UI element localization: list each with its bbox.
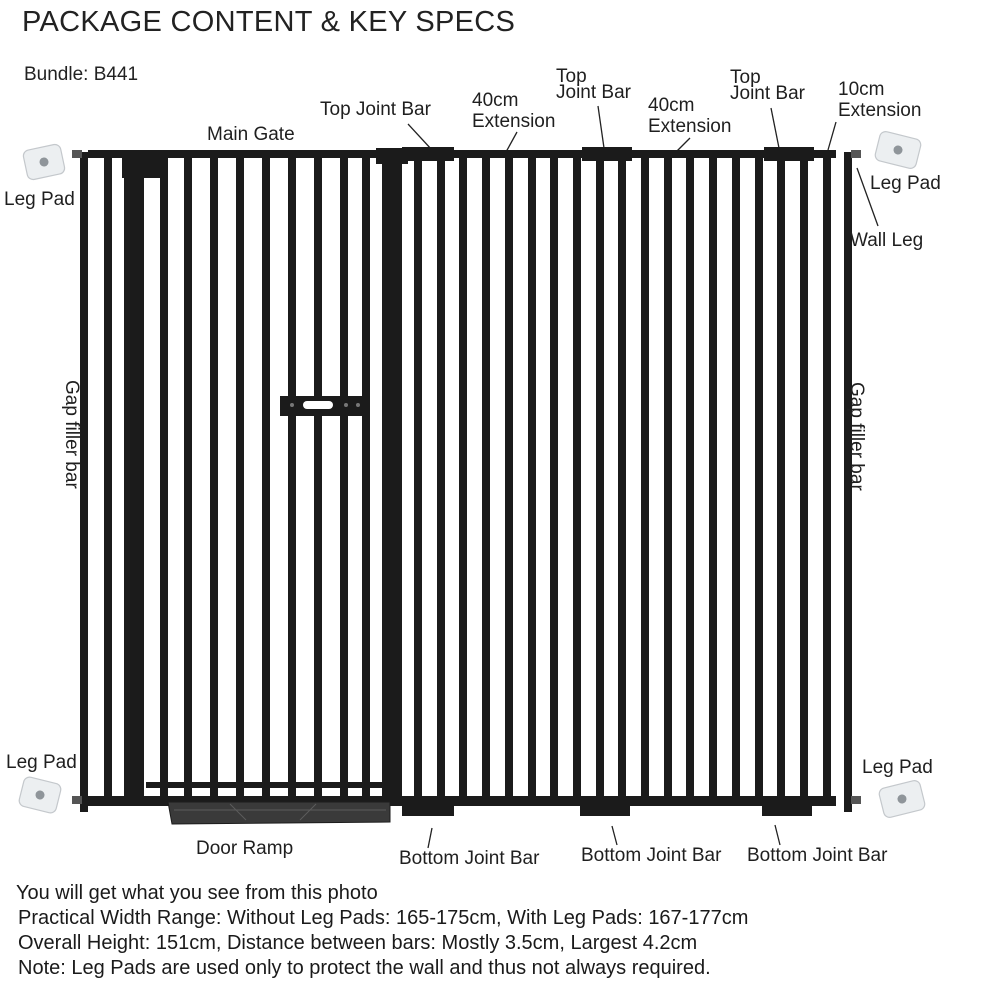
bottom-joint-bar-3 [762,800,812,816]
extension-bar [573,158,581,798]
note-line-4: Note: Leg Pads are used only to protect the wall and thus not always required. [18,957,711,979]
extension-bar [459,158,467,798]
leader-bottom-3 [775,825,780,845]
door-top-frame [146,150,382,156]
latch-handle [280,396,369,416]
leader-top-joint-bar-2 [598,106,604,148]
leader-top-joint-bar [408,124,432,150]
leg-pad-top-left [22,143,65,180]
extension-bar [482,158,490,798]
hinge-post [124,152,144,802]
extension-bar [550,158,558,798]
label-leg-pad-bottom-right: Leg Pad [862,757,933,778]
label-leg-pad-bottom-left: Leg Pad [6,752,77,773]
extension-bar [437,158,445,798]
top-joint-bar-1 [402,147,454,161]
leg-bolt [72,150,82,158]
label-top-joint-bar-2: Top Joint Bar [556,66,631,103]
extension-bar [505,158,513,798]
gate-bar [362,156,370,796]
leg-pad-bottom-right [878,779,926,818]
bottom-joint-bar-1 [402,800,454,816]
gate-bar [104,156,112,796]
extension-bar [755,158,763,798]
gate-bar [340,156,348,796]
extension-bar [618,158,626,798]
note-line-2: Practical Width Range: Without Leg Pads: 165-175cm, With Leg Pads: 167-177cm [18,907,749,929]
gate-bar [160,156,168,796]
label-bottom-joint-bar-1: Bottom Joint Bar [399,848,540,869]
gate-bar [236,156,244,796]
leg-bolt [72,796,82,804]
leg-pad-top-right [874,130,922,169]
bundle-label: Bundle: B441 [24,64,139,85]
leg-bolt [851,150,861,158]
extension-bar [777,158,785,798]
label-bottom-joint-bar-3: Bottom Joint Bar [747,845,888,866]
label-bottom-joint-bar-2: Bottom Joint Bar [581,845,722,866]
note-line-1: You will get what you see from this photo [16,882,378,904]
extension-bar [732,158,740,798]
leader-ext40-2 [676,138,690,152]
extension-bar [596,158,604,798]
bottom-joint-bar-2 [580,800,630,816]
extension-bar [686,158,694,798]
label-wall-leg: Wall Leg [850,230,924,251]
gate-bar [184,156,192,796]
label-leg-pad-top-right: Leg Pad [870,173,941,194]
label-top-joint-bar-3: Top Joint Bar [730,67,805,104]
leader-ext10 [828,122,836,150]
label-gap-filler-right: Gap filler bar [846,382,867,491]
leg-pad-bottom-left [18,776,62,814]
extension-bar [641,158,649,798]
page-title: PACKAGE CONTENT & KEY SPECS [22,6,516,38]
gate-bar [314,156,322,796]
extension-bar [664,158,672,798]
label-top-joint-bar: Top Joint Bar [320,99,431,120]
leg-bolt [851,796,861,804]
gate-bar [288,156,296,796]
gate-frame [72,147,861,816]
leader-bottom-1 [428,828,432,848]
extension-bar [528,158,536,798]
extension-bar [709,158,717,798]
gate-bar [210,156,218,796]
door-ramp [168,802,390,824]
note-line-3: Overall Height: 151cm, Distance between bars: Mostly 3.5cm, Largest 4.2cm [18,932,698,954]
label-leg-pad-top-left: Leg Pad [4,189,75,210]
label-main-gate: Main Gate [207,124,295,145]
extension-bar [414,158,422,798]
label-40cm-extension-1: 40cm Extension [472,90,556,132]
label-gap-filler-left: Gap filler bar [61,380,82,489]
gate-bar [262,156,270,796]
leader-bottom-2 [612,826,617,845]
label-40cm-extension-2: 40cm Extension [648,95,732,137]
leader-top-joint-bar-3 [771,108,779,148]
latch-post [382,150,402,802]
leader-ext40-1 [506,132,517,152]
extension-bar [823,158,831,798]
label-10cm-extension: 10cm Extension [838,79,922,121]
label-door-ramp: Door Ramp [196,838,294,859]
extension-bar [800,158,808,798]
